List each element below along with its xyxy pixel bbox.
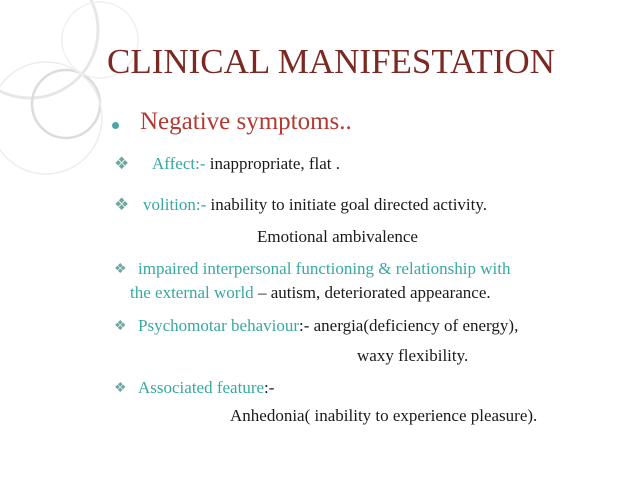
item-associated-text: :- xyxy=(264,378,275,397)
item-affect-text: inappropriate, flat . xyxy=(205,154,341,173)
item-volition-text: inability to initiate goal directed activity. xyxy=(206,195,488,214)
item-affect-label: Affect:- xyxy=(152,154,206,173)
circle-bullet-icon xyxy=(112,122,119,129)
item-interpersonal xyxy=(130,283,491,303)
item-interpersonal-label: impaired interpersonal functioning & relationship with xyxy=(138,259,511,278)
item-interpersonal-text: – autism, deteriorated appearance. xyxy=(253,283,491,302)
decorative-rings xyxy=(0,0,160,200)
item-psychomotar xyxy=(138,316,518,336)
diamond-bullet-icon: ❖ xyxy=(114,262,127,277)
diamond-bullet-icon: ❖ xyxy=(114,381,127,396)
item-associated-label: Associated feature xyxy=(138,378,265,397)
heading-negative-symptoms: Negative symptoms.. xyxy=(140,108,352,135)
item-interpersonal-label2: the external world xyxy=(130,283,254,302)
diamond-bullet-icon: ❖ xyxy=(114,195,130,214)
item-volition-continuation: Emotional ambivalence xyxy=(257,227,418,246)
item-associated-continuation: Anhedonia( inability to experience pleasure). xyxy=(230,406,538,425)
diamond-bullet-icon: ❖ xyxy=(114,154,130,173)
item-psychomotar-label: Psychomotar behaviour xyxy=(138,316,299,335)
item-volition-label: volition:- xyxy=(143,195,207,214)
item-psychomotar-text: :- anergia(deficiency of energy), xyxy=(299,316,519,335)
item-affect xyxy=(152,154,340,174)
slide-title: CLINICAL MANIFESTATION xyxy=(107,42,555,81)
diamond-bullet-icon: ❖ xyxy=(114,319,127,334)
item-associated xyxy=(138,378,274,398)
item-psychomotar-continuation: waxy flexibility. xyxy=(357,346,469,365)
item-volition xyxy=(143,195,487,215)
